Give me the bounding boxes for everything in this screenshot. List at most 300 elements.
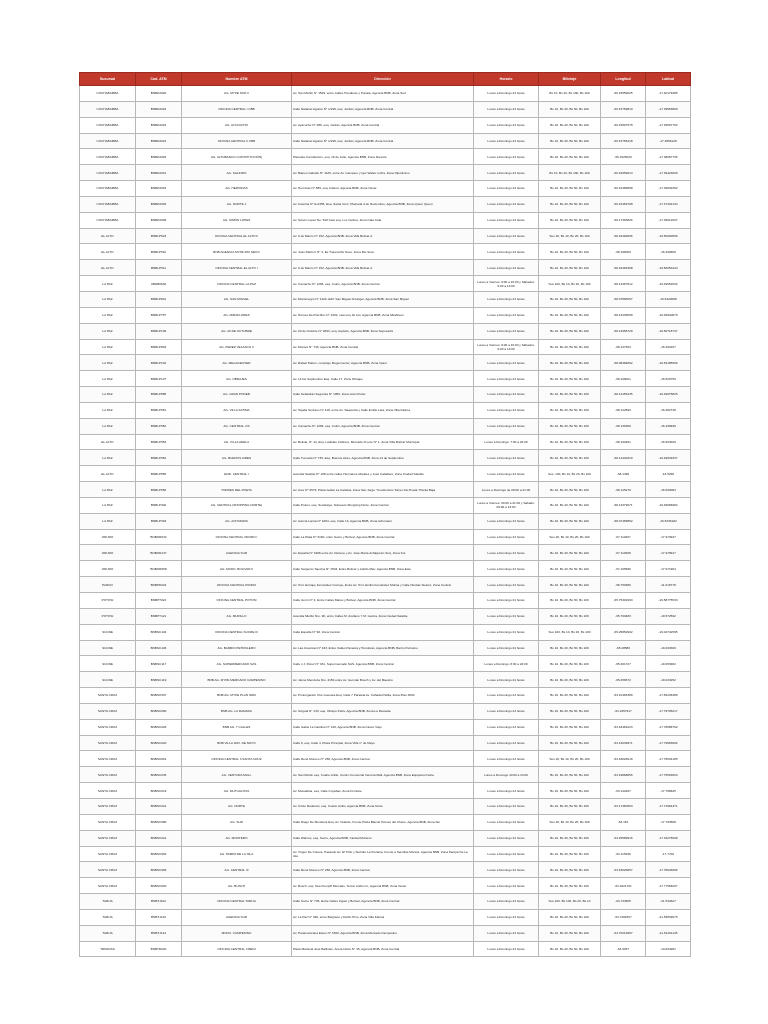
longitud-cell: -65.28586 (601, 640, 646, 656)
direccion-cell: Av. Panamericana Esteo N° 1560, Agencia BNB, Zona Mercado Campesino (292, 925, 474, 941)
table-row (80, 878, 691, 894)
nombre-atm-cell: AG. PEREZ VELASCO II (182, 339, 292, 355)
horario-cell: Lunes a Domingo 24 horas (474, 798, 539, 814)
direccion-cell: Av. Mutualista, esq. Calle Cuyabas, Zona Fin Este (292, 783, 474, 799)
horario-cell: Lunes a Domingo 24 horas (474, 688, 539, 704)
latitud-cell: -21.52191145 (646, 925, 691, 941)
table-row (80, 593, 691, 609)
sucursal-cell: EL ALTO (80, 228, 136, 244)
direccion-cell: Avenida Murillo Nro. 90, entre Calles M. Arellano Y M. García, Zona Ciudad Satélite (292, 608, 474, 624)
direccion-cell: Av. Montes N° 746, Agencia BNB, Zona Central (292, 339, 474, 355)
cod-atm-cell: BNBTJ120 (136, 909, 182, 925)
table-row (80, 735, 691, 751)
cod-atm-cell: BNBSC080 (136, 703, 182, 719)
latitud-cell: -16.482748 (646, 402, 691, 418)
sucursal-cell: LA PAZ (80, 387, 136, 403)
table-row (80, 307, 691, 323)
latitud-cell: -16.49952632 (646, 276, 691, 292)
billetaje-cell: Bs 10, Bs 20, Bs 50, Bs 100 (539, 719, 601, 735)
horario-cell: Lunes a Domingo de 09:00 a 21:00 (474, 482, 539, 498)
longitud-cell: -68.136306 (601, 418, 646, 434)
horario-cell: Lunes a Domingo 24 horas (474, 450, 539, 466)
cod-atm-cell: BNBLP511 (136, 260, 182, 276)
horario-cell: Lunes a Domingo 24 horas (474, 466, 539, 482)
horario-cell: Lunes a Domingo 24 horas (474, 291, 539, 307)
latitud-cell: -16.490606 (646, 244, 691, 260)
latitud-cell: -17.978917 (646, 545, 691, 561)
sucursal-cell: SANTA CRUZ (80, 703, 136, 719)
nombre-atm-cell: BNB AG. MYPE PLAN 3000 (182, 688, 292, 704)
direccion-cell: Av. Blanco Galindo N° 1125, entre Av. Campero y Igor Walter rocha, Zona Hipódromo (292, 165, 474, 181)
nombre-atm-cell: AG. MIRAFLORES (182, 307, 292, 323)
latitud-cell: -17.970947 (646, 529, 691, 545)
cod-atm-cell: BNBLP510 (136, 244, 182, 260)
latitud-cell: -17.36612007 (646, 212, 691, 228)
nombre-atm-cell: AG. SALINDO (182, 165, 292, 181)
cod-atm-cell: BNBLP954 (136, 450, 182, 466)
latitud-cell: -17.82236389 (646, 688, 691, 704)
direccion-cell: Calle René Moreno N° 258, Agencia BNB, Zona Central (292, 862, 474, 878)
direccion-cell: Plaza Mariscal José Ballivian, Acera Norte N° 46, Agencia BNB, Zona Central (292, 941, 474, 957)
cod-atm-cell: BNBD2026 (136, 149, 182, 165)
longitud-cell: -65.261727 (601, 656, 646, 672)
table-row (80, 387, 691, 403)
sucursal-cell: LA PAZ (80, 276, 136, 292)
billetaje-cell: Sus 20, Bs 10, Bs 20, Bs 100 (539, 751, 601, 767)
col-header-nombre-atm: Nombre ATM (182, 73, 292, 86)
sucursal-cell: LA PAZ (80, 513, 136, 529)
billetaje-cell: Bs 10, Bs 20, Bs 50, Bs 100 (539, 688, 601, 704)
direccion-cell: Calle Sebastián Segurola N° 1050, Zona Gran Poder (292, 387, 474, 403)
latitud-cell: -16.50653444 (646, 260, 691, 276)
longitud-cell: -68.1496 (601, 466, 646, 482)
table-row (80, 133, 691, 149)
cod-atm-cell: BNBLP885 (136, 387, 182, 403)
sucursal-cell: PANDO (80, 577, 136, 593)
longitud-cell: -68.108021 (601, 371, 646, 387)
sucursal-cell: SANTA CRUZ (80, 688, 136, 704)
nombre-atm-cell: MCDO. CAMPESINO (182, 925, 292, 941)
latitud-cell: -17.39423090 (646, 165, 691, 181)
sucursal-cell: POTOSI (80, 593, 136, 609)
horario-cell: Lunes a Domingo 24 horas (474, 260, 539, 276)
horario-cell: Lunes a Domingo: 7:00 a 22:00 (474, 434, 539, 450)
direccion-cell: Calle Sargento Tejerina N° 1503, Entre Bolivar y Adolfo Mier, Agencia BNB, Zona Este (292, 561, 474, 577)
nombre-atm-cell: OFICINA CENTRAL LA PAZ (182, 276, 292, 292)
horario-cell: Lunes a Domingo 24 horas (474, 925, 539, 941)
billetaje-cell: Bs 10, Bs 20, Bs 50, Bs 100 (539, 450, 601, 466)
table-row (80, 688, 691, 704)
horario-cell: Lunes a Domingo 24 horas (474, 703, 539, 719)
horario-cell: Lunes a Viernes: 09:00 a 21:00 y Sábado: 09:00 a 13:00 (474, 497, 539, 513)
longitud-cell: -68.16482806 (601, 228, 646, 244)
sucursal-cell: COCHABAMBA (80, 117, 136, 133)
longitud-cell: -65.25852902 (601, 624, 646, 640)
table-row (80, 640, 691, 656)
cod-atm-cell: BNBLP107 (136, 371, 182, 387)
billetaje-cell: Bs 10, Bs 20, Bs 50, Bs 100 (539, 497, 601, 513)
sucursal-cell: SANTA CRUZ (80, 830, 136, 846)
direccion-cell: Av. San Martin N° 1529, entre Calles Honduras y Punata, Agencia BNB, Zona Sud (292, 86, 474, 102)
longitud-cell: -63.18026618 (601, 751, 646, 767)
table-row (80, 339, 691, 355)
longitud-cell: -68.07465852 (601, 513, 646, 529)
direccion-cell: Av. 20 de Octubre N° 2093, esq. Aspiazu, Agencia BNB, Zona Sopocachi (292, 323, 474, 339)
longitud-cell: -66.1525029 (601, 149, 646, 165)
horario-cell: Lunes a Domingo 24 horas (474, 196, 539, 212)
nombre-atm-cell: AG. BARRIO PETROLERO (182, 640, 292, 656)
latitud-cell: -17.75503003 (646, 767, 691, 783)
sucursal-cell: EL ALTO (80, 244, 136, 260)
cod-atm-cell: BNBSC965 (136, 862, 182, 878)
nombre-atm-cell: AG. ACHUMANI (182, 513, 292, 529)
billetaje-cell: Bs 10, Bs 20, Bs 50, Bs 100 (539, 212, 601, 228)
direccion-cell: Plazuela Constitución, esq. 16 de Julio, Agencia BNB, Zona Noreste (292, 149, 474, 165)
horario-cell: Lunes a Domingo 24 horas (474, 783, 539, 799)
col-header-cod-atm: Cod. ATM (136, 73, 182, 86)
table-row (80, 228, 691, 244)
direccion-cell: Av. 6 de Marzo N° 152, Agencia BNB, Zona Villa Bolivar A (292, 260, 474, 276)
horario-cell: Lunes a Domingo 24 horas (474, 355, 539, 371)
longitud-cell: -64.70212897 (601, 925, 646, 941)
longitud-cell: -65.760483 (601, 608, 646, 624)
table-row (80, 291, 691, 307)
latitud-cell: -16.529759 (646, 371, 691, 387)
nombre-atm-cell: OFICINA CENTRAL ORURO I (182, 529, 292, 545)
sucursal-cell: LA PAZ (80, 339, 136, 355)
horario-cell: Lunes a Domingo 24 horas (474, 719, 539, 735)
latitud-cell: -17.78634185 (646, 751, 691, 767)
sucursal-cell: SANTA CRUZ (80, 878, 136, 894)
direccion-cell: Calle René Moreno N° 258, Agencia BNB, Zona Central (292, 751, 474, 767)
sucursal-cell: SANTA CRUZ (80, 751, 136, 767)
direccion-cell: Av. 14 De Septiembre Esq. Calle 17, Zona Obrajes (292, 371, 474, 387)
longitud-cell: -68.08484862 (601, 355, 646, 371)
direccion-cell: Calle Isabel La Católica N° 149, Agencia BNB, Zona Casco Viejo (292, 719, 474, 735)
sucursal-cell: COCHABAMBA (80, 196, 136, 212)
nombre-atm-cell: OFICINA CENTRAL EL ALTO II (182, 228, 292, 244)
nombre-atm-cell: AG. BUSCH (182, 878, 292, 894)
nombre-atm-cell: AG. SIMÓN LOPEZ (182, 212, 292, 228)
latitud-cell: -16.5420088 (646, 291, 691, 307)
billetaje-cell: Bs 10, Bs 20, Bs 50, Bs 100 (539, 196, 601, 212)
horario-cell: Lunes a Domingo 24 horas (474, 244, 539, 260)
billetaje-cell: Bs 10, Bs 20, Bs 50, Bs 100 (539, 925, 601, 941)
col-header-sucursal: Sucursal (80, 73, 136, 86)
latitud-cell: -17.34275099 (646, 830, 691, 846)
nombre-atm-cell: BNB VILLA 1RO. DE MAYO (182, 735, 292, 751)
cod-atm-cell: BNBSC820 (136, 878, 182, 894)
sucursal-cell: COCHABAMBA (80, 149, 136, 165)
nombre-atm-cell: AG. MUTUALISTA (182, 783, 292, 799)
billetaje-cell: Bs 10, Bs 20, Bs 50, Bs 100 (539, 307, 601, 323)
latitud-cell: -16.49696984 (646, 497, 691, 513)
billetaje-cell: Bs 10, Bs 20, Bs 50, Bs 100 (539, 482, 601, 498)
horario-cell: Lunes a Domingo 24 horas (474, 846, 539, 862)
sucursal-cell: LA PAZ (80, 323, 136, 339)
sucursal-cell: SANTA CRUZ (80, 862, 136, 878)
table-row (80, 260, 691, 276)
longitud-cell: -67.105596 (601, 561, 646, 577)
direccion-cell: Av. Prolongación Che Guevara Esq. Calle 7 Paralela Av. Cañada Pailita, Zona Plan 3000 (292, 688, 474, 704)
nombre-atm-cell: AG. VENTURA MALL (182, 767, 292, 783)
table-row (80, 402, 691, 418)
sucursal-cell: LA PAZ (80, 418, 136, 434)
nombre-atm-cell: AG. NORTE (182, 798, 292, 814)
direccion-cell: Calle J.J. Pérez N° 331, Supermercado SAS, Agencia BNB, Zona Central (292, 656, 474, 672)
direccion-cell: Calle Nataniel Aguirre N° s/198, esq. Jordán, Agencia BNB, Zona Central (292, 101, 474, 117)
sucursal-cell: LA PAZ (80, 307, 136, 323)
sucursal-cell: COCHABAMBA (80, 86, 136, 102)
cod-atm-cell: BNBD2023 (136, 117, 182, 133)
billetaje-cell: Bs 10, Bs 20, Bs 50, Bs 100 (539, 545, 601, 561)
billetaje-cell: Bs 10, Bs 20, Bs 50, Bs 100 (539, 181, 601, 197)
longitud-cell: -63.18026857 (601, 862, 646, 878)
cod-atm-cell: BNBOR658 (136, 561, 182, 577)
horario-cell: Lunes a Domingo 24 horas (474, 418, 539, 434)
cod-atm-cell: BNBD2033 (136, 181, 182, 197)
longitud-cell: -66.16389898 (601, 181, 646, 197)
latitud-cell: -16.49540879 (646, 307, 691, 323)
billetaje-cell: Bs 10, Bs 20, Bs 50, Bs 100 (539, 767, 601, 783)
direccion-cell: Av. Rafael Pabon, complejo Mega Center, Agencia BNB, Zona Irpavi (292, 355, 474, 371)
sucursal-cell: POTOSI (80, 608, 136, 624)
cod-atm-cell: BNBLP102 (136, 355, 182, 371)
billetaje-cell: Sus. 100, Bs 10, Bs 20, Bs 100 (539, 466, 601, 482)
col-header-latitud: Latitud (646, 73, 691, 86)
latitud-cell: -19.04742595 (646, 624, 691, 640)
horario-cell: Lunes a Domingo 24 horas (474, 735, 539, 751)
latitud-cell: -17.3956128 (646, 133, 691, 149)
nombre-atm-cell: OFICINA CENTRAL I CBB (182, 101, 292, 117)
sucursal-cell: LA PAZ (80, 291, 136, 307)
table-row (80, 894, 691, 910)
longitud-cell: -68.07883057 (601, 291, 646, 307)
sucursal-cell: ORURO (80, 545, 136, 561)
nombre-atm-cell: AGENCIA SUR (182, 909, 292, 925)
direccion-cell: Av. Tejada Sorzano N° 418, entre Av. Saavedra y Calle Emilio Lara, Zona Villa Fátima (292, 402, 474, 418)
billetaje-cell: Sus 100, Bs 10, Bs 20, Bs 100 (539, 624, 601, 640)
longitud-cell: -66.15469708 (601, 196, 646, 212)
table-row (80, 86, 691, 102)
sucursal-cell: SANTA CRUZ (80, 783, 136, 799)
longitud-cell: -63.25589916 (601, 830, 646, 846)
cod-atm-cell: BNBPT121 (136, 608, 182, 624)
horario-cell: Lunes a Viernes: 9:00 a 16:00 y Sábados: 9:00 a 13:00 (474, 339, 539, 355)
direccion-cell: Av. Ayacucho N° 289, esq. Jordán, Agencia BNB, Zona Central (292, 117, 474, 133)
latitud-cell: -16.49549337 (646, 450, 691, 466)
table-row (80, 101, 691, 117)
horario-cell: Lunes a Viernes: 9:00 a 16:00 y Sábados: 9:00 a 13:00 (474, 276, 539, 292)
cod-atm-cell: BNBTD020 (136, 941, 182, 957)
table-row (80, 656, 691, 672)
nombre-atm-cell: AG. AYACUCHO (182, 117, 292, 133)
billetaje-cell: Bs 10, Bs 20, Bs 50, Bs 100 (539, 561, 601, 577)
nombre-atm-cell: AGENCIA SUR (182, 545, 292, 561)
direccion-cell: Av. Camacho N° 1296, esq. Colón, Agencia BNB, Zona Central (292, 276, 474, 292)
longitud-cell: -68.750386 (601, 577, 646, 593)
direccion-cell: Av. Juan Pablo II N° 4, Ex Tranca Rio Seco, Zona Rio Seco (292, 244, 474, 260)
sucursal-cell: EL ALTO (80, 434, 136, 450)
cod-atm-cell: BNBD2020 (136, 86, 182, 102)
cod-atm-cell: BNBD2031 (136, 165, 182, 181)
cod-atm-cell: BNBSC980 (136, 814, 182, 830)
nombre-atm-cell: OFICINA CENTRAL II CBB (182, 133, 292, 149)
latitud-cell: -14.833281 (646, 941, 691, 957)
direccion-cell: Av. Camacho N° 1296, esq. Colón, Agencia BNB, Zona Central (292, 418, 474, 434)
table-row (80, 862, 691, 878)
billetaje-cell: Bs 10, Bs 20, Bs 100, Bs 100 (539, 86, 601, 102)
longitud-cell: -68.16483308 (601, 260, 646, 276)
latitud-cell: -17.971904 (646, 561, 691, 577)
sucursal-cell: LA PAZ (80, 371, 136, 387)
cod-atm-cell: BNBD2036 (136, 196, 182, 212)
billetaje-cell: Bs 10, Bs 20, Bs 50, Bs 100 (539, 387, 601, 403)
cod-atm-cell: BNBSC801 (136, 751, 182, 767)
table-row (80, 323, 691, 339)
latitud-cell: -16.503029 (646, 434, 691, 450)
horario-cell: Lunes a Domingo 24 horas (474, 513, 539, 529)
longitud-cell: -65.75301963 (601, 593, 646, 609)
table-row (80, 529, 691, 545)
direccion-cell: Av. Heroínas N° 589, esq. Falsuri, Agencia BNB, Zona Oeste (292, 181, 474, 197)
latitud-cell: -16.54185066 (646, 355, 691, 371)
billetaje-cell: Bs 10, Bs 20, Bs 50, Bs 100 (539, 735, 601, 751)
longitud-cell: -67.110368 (601, 545, 646, 561)
horario-cell: Lunes a Domingo 10:00 a 23:00 (474, 767, 539, 783)
billetaje-cell: Bs 10, Bs 20, Bs 50, Bs 100 (539, 244, 601, 260)
nombre-atm-cell: AG. ALTOBANCO (CONSTITUCIÓN) (182, 149, 292, 165)
sucursal-cell: SANTA CRUZ (80, 719, 136, 735)
horario-cell: Lunes a Domingo 24 horas (474, 830, 539, 846)
direccion-cell: Av. Virgen De Cotoca, Pasando Av. El Trillo y Surtidor La Poziana, Frente a Semillas Mónica, Agencia BNB, Zona Pampa De La Isla (292, 846, 474, 862)
longitud-cell: -68.137303 (601, 339, 646, 355)
horario-cell: Lunes a Domingo 24 horas (474, 640, 539, 656)
cod-atm-cell: BNBLP952 (136, 418, 182, 434)
horario-cell: Lunes a Domingo 24 horas (474, 402, 539, 418)
billetaje-cell: Bs 10, Bs 20, Bs 100, Bs 100 (539, 165, 601, 181)
table-row (80, 450, 691, 466)
cod-atm-cell: BNBOR032 (136, 529, 182, 545)
direccion-cell: Av. 6 de Marzo N° 152, Agencia BNB, Zona Villa Bolivar A (292, 228, 474, 244)
direccion-cell: Av. Grigotá N° 133, esq. Obispo Peña, Agencia BNB, Zona La Ramada (292, 703, 474, 719)
nombre-atm-cell: AG. SUPERMERCADO SAS (182, 656, 292, 672)
horario-cell: Lunes a Domingo 24 horas (474, 672, 539, 688)
billetaje-cell: Bs 10, Bs 20, Bs 50, Bs 100 (539, 402, 601, 418)
billetaje-cell: Bs 10, Bs 20, Bs 50, Bs 100 (539, 862, 601, 878)
nombre-atm-cell: OFICINA CENTRAL TARIJA (182, 894, 292, 910)
cod-atm-cell: BNBSC106 (136, 640, 182, 656)
sucursal-cell: TRINIDAD (80, 941, 136, 957)
longitud-cell: -63.19868856 (601, 767, 646, 783)
horario-cell: Lunes a Domingo 24 horas (474, 941, 539, 957)
latitud-cell: -17.39539362 (646, 181, 691, 197)
sucursal-cell: SUCRE (80, 672, 136, 688)
longitud-cell: -66.15755418 (601, 133, 646, 149)
cod-atm-cell: BNBPT024 (136, 593, 182, 609)
billetaje-cell: Bs 10, Bs 20, Bs 50, Bs 100 (539, 418, 601, 434)
nombre-atm-cell: OFICINA CENTRAL II SANTA CRUZ (182, 751, 292, 767)
billetaje-cell: Bs 10, Bs 20, Bs 50, Bs 100 (539, 593, 601, 609)
latitud-cell: -17.793508 (646, 814, 691, 830)
col-header-direccion: Dirección (292, 73, 474, 86)
direccion-cell: Av. García Lanza N° 1664, esq. Calle 13, Agencia BNB, Zona Achumani (292, 513, 474, 529)
table-row (80, 497, 691, 513)
nombre-atm-cell: AG. GRAN PODER (182, 387, 292, 403)
table-row (80, 909, 691, 925)
table-row (80, 513, 691, 529)
nombre-atm-cell: OFICINA CENTRAL SUCRE III (182, 624, 292, 640)
horario-cell: Lunes a Domingo 24 horas (474, 165, 539, 181)
latitud-cell: -17.40179485 (646, 86, 691, 102)
horario-cell: Lunes a Domingo 24 horas (474, 624, 539, 640)
sucursal-cell: EL ALTO (80, 466, 136, 482)
billetaje-cell: Bs 10, Bs 20, Bs 50, Bs 100 (539, 703, 601, 719)
longitud-cell: -63.1821761 (601, 878, 646, 894)
sucursal-cell: ORURO (80, 529, 136, 545)
sucursal-cell: SUCRE (80, 656, 136, 672)
horario-cell: Lunes a Domingo 24 horas (474, 561, 539, 577)
sucursal-cell: LA PAZ (80, 450, 136, 466)
col-header-horario: Horario (474, 73, 539, 86)
billetaje-cell: Bs 10, Bs 20, Bs 50, Bs 100 (539, 291, 601, 307)
table-row (80, 783, 691, 799)
latitud-cell: -19.58775533 (646, 593, 691, 609)
sucursal-cell: SANTA CRUZ (80, 735, 136, 751)
longitud-cell: -66.15559625 (601, 86, 646, 102)
latitud-cell: -17.78646666 (646, 862, 691, 878)
nombre-atm-cell: BNB AG. 7 CALLES (182, 719, 292, 735)
cod-atm-cell: BNBSC021 (136, 798, 182, 814)
latitud-cell: -16.5266 (646, 466, 691, 482)
direccion-cell: Av. Las Americas N° 433, Entre Calles Panamá y Honduras, Agencia BNB, Barrio Petrolero (292, 640, 474, 656)
table-row (80, 418, 691, 434)
longitud-cell: -66.16959014 (601, 165, 646, 181)
longitud-cell: -65.258372 (601, 672, 646, 688)
billetaje-cell: Bs 10, Bs 20, Bs 50, Bs 100 (539, 577, 601, 593)
cod-atm-cell: BNBSC119 (136, 672, 182, 688)
latitud-cell: -16.5336182 (646, 513, 691, 529)
latitud-cell: -16.509083 (646, 482, 691, 498)
horario-cell: Lunes a Domingo 24 horas (474, 133, 539, 149)
table-row (80, 149, 691, 165)
direccion-cell: Av. America N° E-0455, Esq. Santa Cruz, Plazuela 4 de Noviembre, Agencia BNB, Zona Queru Queru (292, 196, 474, 212)
cod-atm-cell: BNBLP757 (136, 307, 182, 323)
latitud-cell: -17.37432134 (646, 196, 691, 212)
sucursal-cell: COCHABAMBA (80, 101, 136, 117)
longitud-cell: -66.17393826 (601, 212, 646, 228)
billetaje-cell: Bs 10, Bs 20, Bs 50, Bs 100 (539, 513, 601, 529)
billetaje-cell: Bs 10, Bs 20, Bs 50, Bs 100 (539, 323, 601, 339)
latitud-cell: -17.79683082 (646, 735, 691, 751)
table-row (80, 276, 691, 292)
billetaje-cell: Bs 10, Bs 20, Bs 50, Bs 100 (539, 133, 601, 149)
latitud-cell: -17.74964371 (646, 798, 691, 814)
sucursal-cell: TARIJA (80, 925, 136, 941)
col-header-longitud: Longitud (601, 73, 646, 86)
sucursal-cell: SANTA CRUZ (80, 846, 136, 862)
table-row (80, 577, 691, 593)
horario-cell: Lunes a Domingo 24 horas (474, 181, 539, 197)
nombre-atm-cell: AG. MEGACENTER (182, 355, 292, 371)
table-row (80, 466, 691, 482)
cod-atm-cell: BNBLP801 (136, 291, 182, 307)
longitud-cell: -63.1957917 (601, 703, 646, 719)
billetaje-cell: Bs 10, Bs 20, Bs 50, Bs 100 (539, 339, 601, 355)
sucursal-cell: COCHABAMBA (80, 133, 136, 149)
billetaje-cell: Bs 10, Bs 20, Bs 50, Bs 100 (539, 117, 601, 133)
latitud-cell: -11.018778 (646, 577, 691, 593)
